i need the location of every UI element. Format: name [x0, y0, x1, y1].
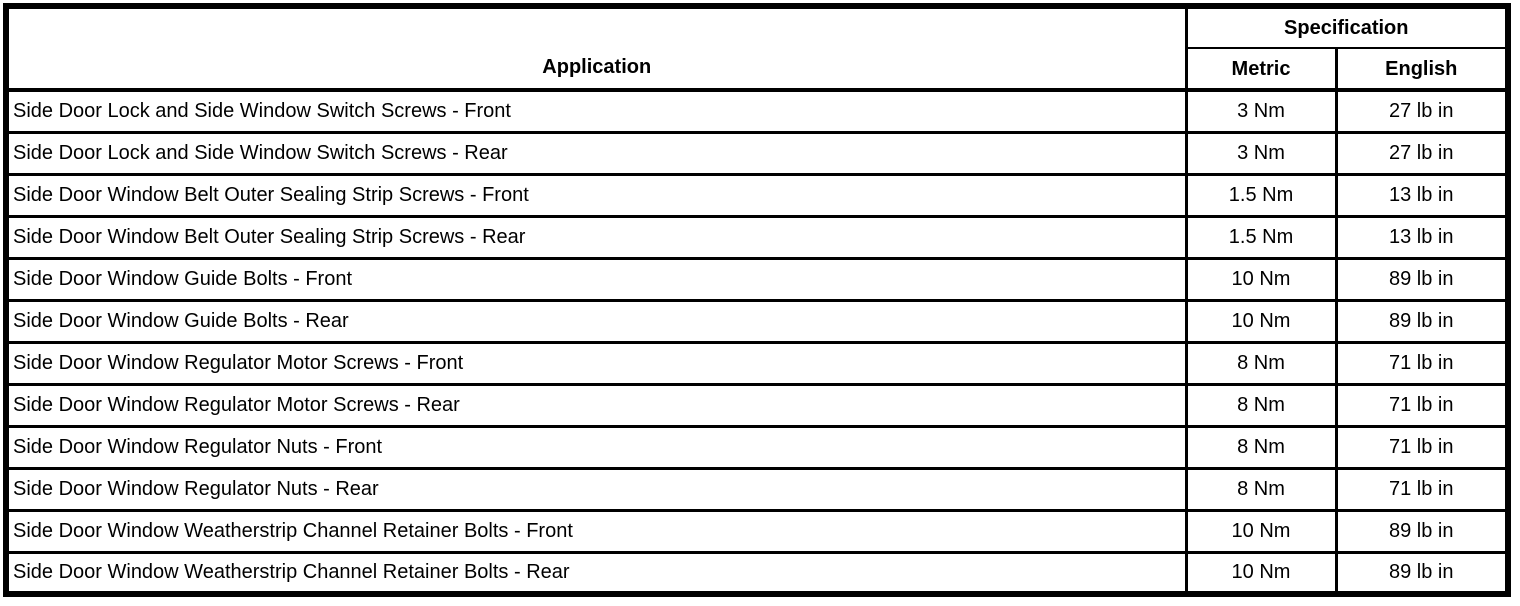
table-row	[6, 384, 1508, 426]
english-value-cell: 27 lb in	[1336, 90, 1508, 132]
application-cell: Side Door Window Regulator Nuts - Front	[6, 426, 1186, 468]
header-row-specification	[6, 6, 1508, 48]
table-row	[6, 258, 1508, 300]
application-cell: Side Door Window Regulator Motor Screws - Front	[6, 342, 1186, 384]
english-value-cell: 89 lb in	[1336, 510, 1508, 552]
metric-value-cell: 8 Nm	[1186, 468, 1336, 510]
metric-value-cell: 8 Nm	[1186, 384, 1336, 426]
english-value-cell: 71 lb in	[1336, 342, 1508, 384]
metric-value-cell: 1.5 Nm	[1186, 174, 1336, 216]
metric-column-header: Metric	[1186, 48, 1336, 90]
metric-value-cell: 10 Nm	[1186, 300, 1336, 342]
metric-value-cell: 8 Nm	[1186, 426, 1336, 468]
english-value-cell: 89 lb in	[1336, 258, 1508, 300]
english-value-cell: 27 lb in	[1336, 132, 1508, 174]
table-row	[6, 510, 1508, 552]
table-row	[6, 426, 1508, 468]
english-value-cell: 89 lb in	[1336, 300, 1508, 342]
application-cell: Side Door Window Guide Bolts - Rear	[6, 300, 1186, 342]
application-cell: Side Door Lock and Side Window Switch Screws - Front	[6, 90, 1186, 132]
english-value-cell: 13 lb in	[1336, 216, 1508, 258]
metric-value-cell: 3 Nm	[1186, 90, 1336, 132]
english-value-cell: 71 lb in	[1336, 468, 1508, 510]
metric-value-cell: 1.5 Nm	[1186, 216, 1336, 258]
application-cell: Side Door Window Weatherstrip Channel Retainer Bolts - Front	[6, 510, 1186, 552]
application-cell: Side Door Lock and Side Window Switch Screws - Rear	[6, 132, 1186, 174]
torque-specifications-table	[3, 3, 1511, 597]
metric-value-cell: 10 Nm	[1186, 510, 1336, 552]
metric-value-cell: 8 Nm	[1186, 342, 1336, 384]
application-cell: Side Door Window Weatherstrip Channel Retainer Bolts - Rear	[6, 552, 1186, 594]
application-cell: Side Door Window Guide Bolts - Front	[6, 258, 1186, 300]
metric-value-cell: 10 Nm	[1186, 552, 1336, 594]
metric-value-cell: 10 Nm	[1186, 258, 1336, 300]
english-column-header: English	[1336, 48, 1508, 90]
english-value-cell: 13 lb in	[1336, 174, 1508, 216]
application-cell: Side Door Window Belt Outer Sealing Strip Screws - Front	[6, 174, 1186, 216]
table-row	[6, 132, 1508, 174]
table-row	[6, 174, 1508, 216]
table-row	[6, 90, 1508, 132]
application-column-header: Application	[6, 6, 1186, 90]
table-row	[6, 216, 1508, 258]
table-row	[6, 468, 1508, 510]
table-body	[6, 90, 1508, 594]
specification-column-header: Specification	[1186, 6, 1508, 48]
table-row	[6, 342, 1508, 384]
application-cell: Side Door Window Regulator Motor Screws - Rear	[6, 384, 1186, 426]
table-row	[6, 552, 1508, 594]
application-cell: Side Door Window Regulator Nuts - Rear	[6, 468, 1186, 510]
english-value-cell: 89 lb in	[1336, 552, 1508, 594]
english-value-cell: 71 lb in	[1336, 426, 1508, 468]
application-cell: Side Door Window Belt Outer Sealing Strip Screws - Rear	[6, 216, 1186, 258]
table-row	[6, 300, 1508, 342]
english-value-cell: 71 lb in	[1336, 384, 1508, 426]
metric-value-cell: 3 Nm	[1186, 132, 1336, 174]
table-header	[6, 6, 1508, 90]
